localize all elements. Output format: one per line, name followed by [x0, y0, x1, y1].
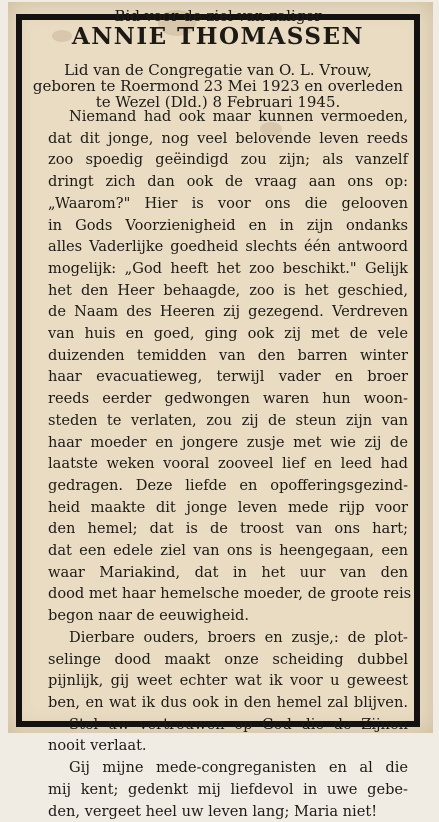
text-line: ben, en wat ik dus ook in den hemel zal blijven. — [48, 692, 408, 714]
text-line: zoo spoedig geëindigd zou zijn; als vanzelf — [48, 149, 408, 171]
text-line: dat een edele ziel van ons is heengegaan, een — [48, 540, 408, 562]
text-line: alles Vaderlijke goedheid slechts één antwoord — [48, 236, 408, 258]
info-line: geboren te Roermond 23 Mei 1923 en overleden — [22, 78, 414, 94]
text-line: Gij mijne mede-congreganisten en al die — [48, 757, 408, 779]
text-line: het den Heer behaagde, zoo is het geschied, — [48, 280, 408, 302]
text-line: nooit verlaat. — [48, 735, 408, 757]
memorial-card — [8, 2, 433, 733]
text-line: pijnlijk, gij weet echter wat ik voor u geweest — [48, 670, 408, 692]
text-line: dat dit jonge, nog veel belovende leven reeds — [48, 128, 408, 150]
text-line: dood met haar hemelsche moeder, de groote reis — [48, 583, 408, 605]
text-line: de Naam des Heeren zij gezegend. Verdreven — [48, 301, 408, 323]
text-line: laatste weken vooral zooveel lief en leed had — [48, 453, 408, 475]
info-line: Lid van de Congregatie van O. L. Vrouw, — [22, 62, 414, 78]
text-line: begon naar de eeuwigheid. — [48, 605, 408, 627]
deceased-name: ANNIE THOMASSEN — [22, 23, 414, 50]
text-line: Dierbare ouders, broers en zusje,: de plot- — [48, 627, 408, 649]
text-line: heid maakte dit jonge leven mede rijp voor — [48, 497, 408, 519]
text-line: gedragen. Deze liefde en opofferingsgezind- — [48, 475, 408, 497]
memorial-text — [48, 106, 408, 822]
text-line: haar evacuatieweg, terwijl vader en broer — [48, 366, 408, 388]
text-line: van huis en goed, ging ook zij met de vele — [48, 323, 408, 345]
info-block — [22, 62, 414, 110]
text-line: steden te verlaten, zou zij de steun zijn van — [48, 410, 408, 432]
text-line: haar moeder en jongere zusje met wie zij de — [48, 432, 408, 454]
text-line: dringt zich dan ook de vraag aan ons op: — [48, 171, 408, 193]
intro-text: Bid voor de ziel van zaliger — [22, 7, 414, 25]
text-line: Stel uw vertrouwen op God die de Zijnen — [48, 714, 408, 736]
text-line: waar Mariakind, dat in het uur van den — [48, 562, 408, 584]
info-line: te Wezel (Dld.) 8 Februari 1945. — [22, 94, 414, 110]
text-line: reeds eerder gedwongen waren hun woon- — [48, 388, 408, 410]
text-line: Niemand had ook maar kunnen vermoeden, — [48, 106, 408, 128]
text-line: den hemel; dat is de troost van ons hart; — [48, 518, 408, 540]
text-line: selinge dood maakt onze scheiding dubbel — [48, 649, 408, 671]
text-line: in Gods Voorzienigheid en in zijn ondanks — [48, 215, 408, 237]
text-line: mij kent; gedenkt mij liefdevol in uwe gebe- — [48, 779, 408, 801]
text-line: duizenden temidden van den barren winter — [48, 345, 408, 367]
text-line: „Waarom?" Hier is voor ons die gelooven — [48, 193, 408, 215]
text-line: den, vergeet heel uw leven lang; Maria niet! — [48, 801, 408, 822]
text-line: mogelijk: „God heeft het zoo beschikt." Gelijk — [48, 258, 408, 280]
